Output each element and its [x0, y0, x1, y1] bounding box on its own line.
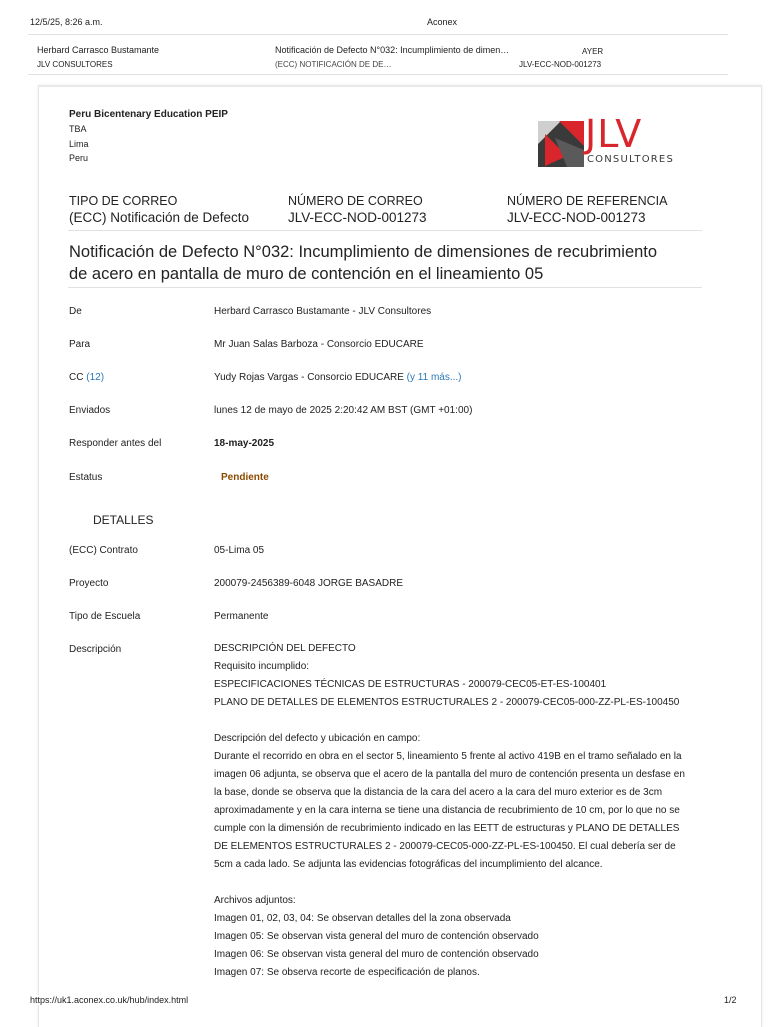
divider	[68, 287, 702, 288]
school-type-value: Permanente	[214, 611, 269, 622]
description-line: Durante el recorrido en obra en el sector 5, lineamiento 5 frente al activo 419B en el tramo señalado en la	[214, 751, 682, 762]
mail-row-subject-short: (ECC) NOTIFICACIÓN DE DE…	[275, 60, 392, 69]
print-title: Aconex	[427, 17, 458, 27]
org-line: Lima	[69, 139, 89, 149]
description-line: Imagen 07: Se observa recorte de especificación de planos.	[214, 967, 480, 978]
logo-brand: JLV	[585, 112, 643, 156]
meta-value-type: (ECC) Notificación de Defecto	[69, 210, 250, 225]
respond-by-label: Responder antes del	[69, 438, 162, 449]
details-heading: DETALLES	[93, 513, 154, 527]
divider	[28, 34, 728, 35]
sent-label: Enviados	[69, 405, 111, 416]
description-line: imagen 06 adjunta, se observa que el acero de la pantalla del muro de contención presenta un desfase en	[214, 769, 685, 780]
mail-row-date: AYER	[582, 47, 604, 56]
mail-row-subject: Notificación de Defecto N°032: Incumplimiento de dimen…	[275, 45, 510, 55]
contract-label: (ECC) Contrato	[69, 545, 138, 556]
cc-count-link[interactable]: (12)	[86, 372, 105, 383]
sent-value: lunes 12 de mayo de 2025 2:20:42 AM BST (GMT +01:00)	[214, 405, 473, 416]
status-badge: Pendiente	[221, 472, 269, 483]
school-type-label: Tipo de Escuela	[69, 611, 141, 622]
to-label: Para	[69, 339, 91, 350]
project-label: Proyecto	[69, 578, 109, 589]
description-line: la base, donde se observa que la distancia de la cara del acero a la cara del muro exterior es de 3cm	[214, 787, 663, 798]
mail-subject-line: Notificación de Defecto N°032: Incumplimiento de dimensiones de recubrimiento	[69, 243, 658, 261]
meta-value-number: JLV-ECC-NOD-001273	[288, 210, 427, 225]
meta-label-type: TIPO DE CORREO	[69, 194, 178, 208]
description-line: aproximadamente y en la cara interna se tiene una distancia de recubrimiento de 10 cm, por lo que no se	[214, 805, 680, 816]
description-line	[214, 712, 685, 730]
org-line: TBA	[69, 124, 87, 134]
from-label: De	[69, 306, 82, 317]
description-line: DE ELEMENTOS ESTRUCTURALES 2 - 200079-CEC05-000-ZZ-PL-ES-100450. El cual debería ser de	[214, 841, 676, 852]
mail-subject-title	[69, 241, 657, 285]
contract-value: 05-Lima 05	[214, 545, 265, 556]
org-line: Peru	[69, 153, 89, 163]
mail-row-reference: JLV-ECC-NOD-001273	[519, 60, 602, 69]
description-line: Requisito incumplido:	[214, 661, 310, 672]
description-line: Descripción del defecto y ubicación en campo:	[214, 733, 421, 744]
description-body	[214, 640, 685, 982]
description-line: ESPECIFICACIONES TÉCNICAS DE ESTRUCTURAS - 200079-CEC05-ET-ES-100401	[214, 679, 607, 690]
cc-label	[69, 372, 104, 383]
meta-value-reference: JLV-ECC-NOD-001273	[507, 210, 646, 225]
divider	[68, 230, 702, 231]
respond-by-value: 18-may-2025	[214, 438, 275, 449]
cc-more-link[interactable]: (y 11 más...)	[406, 372, 462, 383]
divider	[28, 74, 728, 75]
logo-sub: CONSULTORES	[587, 154, 674, 165]
description-line: Imagen 06: Se observan vista general del muro de contención observado	[214, 949, 539, 960]
project-value: 200079-2456389-6048 JORGE BASADRE	[214, 578, 404, 589]
description-line	[214, 874, 685, 892]
description-label: Descripción	[69, 644, 122, 655]
print-footer-url: https://uk1.aconex.co.uk/hub/index.html	[30, 995, 189, 1005]
meta-label-number: NÚMERO DE CORREO	[288, 194, 423, 208]
description-line: Imagen 05: Se observan vista general del muro de contención observado	[214, 931, 539, 942]
status-label: Estatus	[69, 472, 103, 483]
mail-row-sender: Herbard Carrasco Bustamante	[37, 45, 160, 55]
description-line: Imagen 01, 02, 03, 04: Se observan detalles del la zona observada	[214, 913, 511, 924]
cc-first-recipient: Yudy Rojas Vargas - Consorcio EDUCARE	[214, 372, 404, 383]
description-line: Archivos adjuntos:	[214, 895, 296, 906]
print-datetime: 12/5/25, 8:26 a.m.	[30, 17, 103, 27]
from-value: Herbard Carrasco Bustamante - JLV Consultores	[214, 306, 432, 317]
to-value: Mr Juan Salas Barboza - Consorcio EDUCARE	[214, 339, 424, 350]
description-line: cumple con la dimensión de recubrimiento indicado en las EETT de estructuras y PLANO DE DETALLES	[214, 823, 680, 834]
cc-value	[214, 372, 462, 383]
description-line: PLANO DE DETALLES DE ELEMENTOS ESTRUCTURALES 2 - 200079-CEC05-000-ZZ-PL-ES-100450	[214, 697, 680, 708]
description-line: DESCRIPCIÓN DEL DEFECTO	[214, 643, 356, 654]
description-line: 5cm a cada lado. Se adjunta las evidencias fotográficas del incumplimiento del alcance.	[214, 859, 603, 870]
org-name: Peru Bicentenary Education PEIP	[69, 109, 228, 120]
print-footer-page: 1/2	[724, 995, 737, 1005]
cc-label-text: CC	[69, 372, 84, 383]
meta-label-reference: NÚMERO DE REFERENCIA	[507, 194, 668, 208]
mail-row-company: JLV CONSULTORES	[37, 60, 113, 69]
mail-subject-line: de acero en pantalla de muro de contención en el lineamiento 05	[69, 265, 544, 283]
